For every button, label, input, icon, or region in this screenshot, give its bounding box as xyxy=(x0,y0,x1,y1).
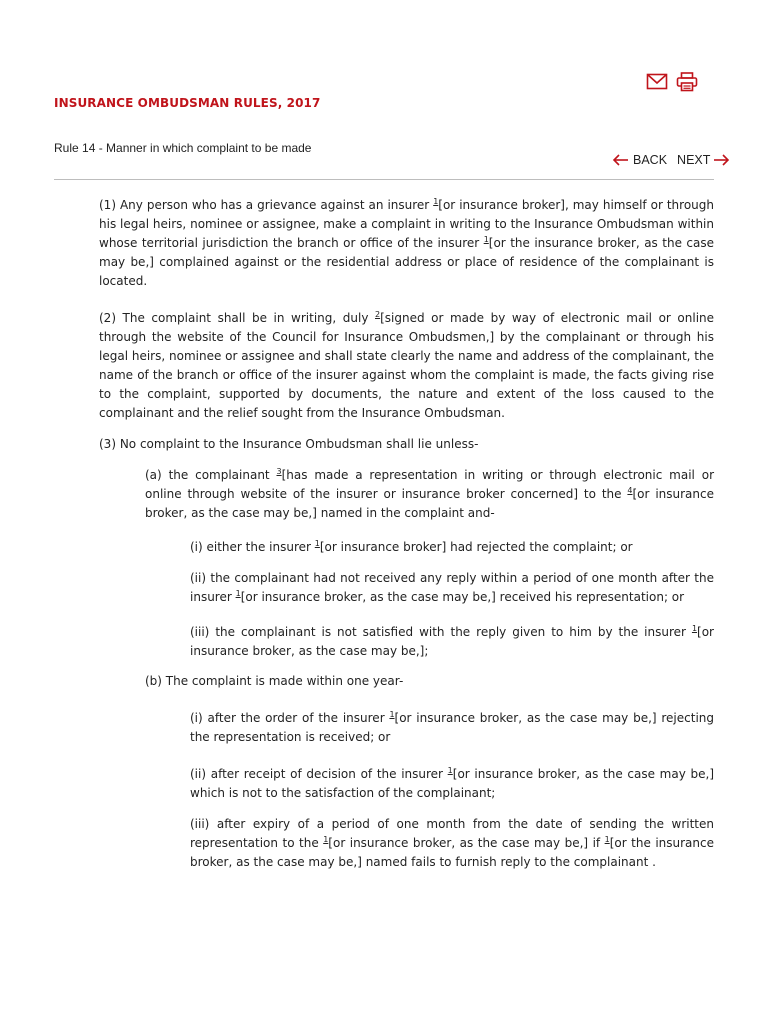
subclause-b-iii-text-c: [or the insurance broker, as the case may be,] named fails to furnish reply to the complainant . xyxy=(190,836,715,869)
rule-content xyxy=(99,196,714,872)
subclause-b-iii xyxy=(190,815,714,872)
subclause-a-i-text-b: [or insurance broker] had rejected the complaint; or xyxy=(319,540,633,554)
clause-3: (3) No complaint to the Insurance Ombudsman shall lie unless- xyxy=(99,437,479,451)
footnote-link[interactable]: 4 xyxy=(627,486,633,495)
next-button[interactable] xyxy=(677,153,730,167)
footnote-link[interactable]: 1 xyxy=(314,539,320,548)
clause-1-text-b: [or insurance broker], may himself or through his legal heirs, nominee or assignee, make a complaint in writing to the Insurance Ombudsman within whose territorial jurisdiction the branch or office of the insurer xyxy=(99,198,714,250)
footnote-link[interactable]: 1 xyxy=(433,197,439,206)
subclause-b-i-text-a: (i) after the order of the insurer xyxy=(190,711,390,725)
arrow-left-icon xyxy=(612,153,630,167)
subclause-b-i-text-b: [or insurance broker, as the case may be,] rejecting the representation is received; or xyxy=(190,711,715,744)
subclause-b-iii-text-b: [or insurance broker, as the case may be,] if xyxy=(328,836,605,850)
footnote-link[interactable]: 1 xyxy=(691,624,698,633)
subclause-a-text-b: [has made a representation in writing or through electronic mail or online through website of the insurer or insurance broker concerned] to the xyxy=(145,468,715,501)
footnote-link[interactable]: 1 xyxy=(389,710,395,719)
footnote-link[interactable]: 1 xyxy=(483,235,489,244)
next-label: NEXT xyxy=(677,153,711,167)
clause-2 xyxy=(99,309,714,423)
clause-2-text-a: (2) The complaint shall be in writing, duly xyxy=(99,311,375,325)
subclause-a-i-text-a: (i) either the insurer xyxy=(190,540,315,554)
footnote-link[interactable]: 3 xyxy=(276,467,282,476)
subclause-a xyxy=(145,466,714,523)
subclause-a-text-a: (a) the complainant xyxy=(145,468,277,482)
mail-icon[interactable] xyxy=(646,72,668,92)
top-actions xyxy=(646,72,698,92)
footnote-link[interactable]: 1 xyxy=(323,835,329,844)
subclause-b-ii xyxy=(190,765,714,803)
subclause-a-text-c: [or insurance broker, as the case may be,] named in the complaint and- xyxy=(145,487,714,520)
footnote-link[interactable]: 1 xyxy=(604,835,610,844)
subclause-a-iii-text-a: (iii) the complainant is not satisfied with the reply given to him by the insurer xyxy=(190,625,692,639)
subclause-a-iii-text-b: [or insurance broker, as the case may be,]; xyxy=(190,625,714,658)
subclause-b-text: (b) The complaint is made within one year- xyxy=(145,674,404,688)
page-title: INSURANCE OMBUDSMAN RULES, 2017 xyxy=(54,96,321,110)
subclause-a-ii xyxy=(190,569,714,607)
clause-1-text-a: (1) Any person who has a grievance against an insurer xyxy=(99,198,434,212)
subclause-b-ii-text-a: (ii) after receipt of decision of the insurer xyxy=(190,767,448,781)
footnote-link[interactable]: 2 xyxy=(375,310,381,319)
back-label: BACK xyxy=(633,153,668,167)
subclause-b-iii-text-a: (iii) after expiry of a period of one month from the date of sending the written representation to the xyxy=(190,817,714,850)
clause-1 xyxy=(99,196,714,291)
pager-nav xyxy=(612,153,730,167)
footnote-link[interactable]: 1 xyxy=(447,766,453,775)
clause-1-text-c: [or the insurance broker, as the case may be,] complained against or the residential address or place of residence of the complainant is located. xyxy=(99,236,715,288)
back-button[interactable] xyxy=(612,153,677,167)
header-divider xyxy=(54,179,714,180)
subclause-b-ii-text-b: [or insurance broker, as the case may be,] which is not to the satisfaction of the complainant; xyxy=(190,767,714,800)
arrow-right-icon xyxy=(712,153,730,167)
clause-2-text-b: [signed or made by way of electronic mail or online through the website of the Council for Insurance Ombudsmen,] by the complainant or through his legal heirs, nominee or assignee and shall state clearly the name and address of the complainant, the name of the branch or office of the insurer against whom the complaint is made, the facts giving rise to the complaint, supported by documents, the nature and extent of the loss caused to the complainant and the relief sought from the Insurance Ombudsman. xyxy=(99,311,715,420)
footnote-link[interactable]: 1 xyxy=(235,589,241,598)
print-icon[interactable] xyxy=(676,72,698,92)
subclause-a-ii-text-b: [or insurance broker, as the case may be,] received his representation; or xyxy=(240,590,685,604)
subclause-b xyxy=(145,672,714,691)
subclause-b-i xyxy=(190,709,714,747)
subclause-a-i xyxy=(190,538,714,557)
subclause-a-iii xyxy=(190,623,714,661)
subclause-a-ii-text-a: (ii) the complainant had not received any reply within a period of one month after the insurer xyxy=(190,571,714,604)
rule-heading: Rule 14 - Manner in which complaint to be made xyxy=(54,141,312,155)
